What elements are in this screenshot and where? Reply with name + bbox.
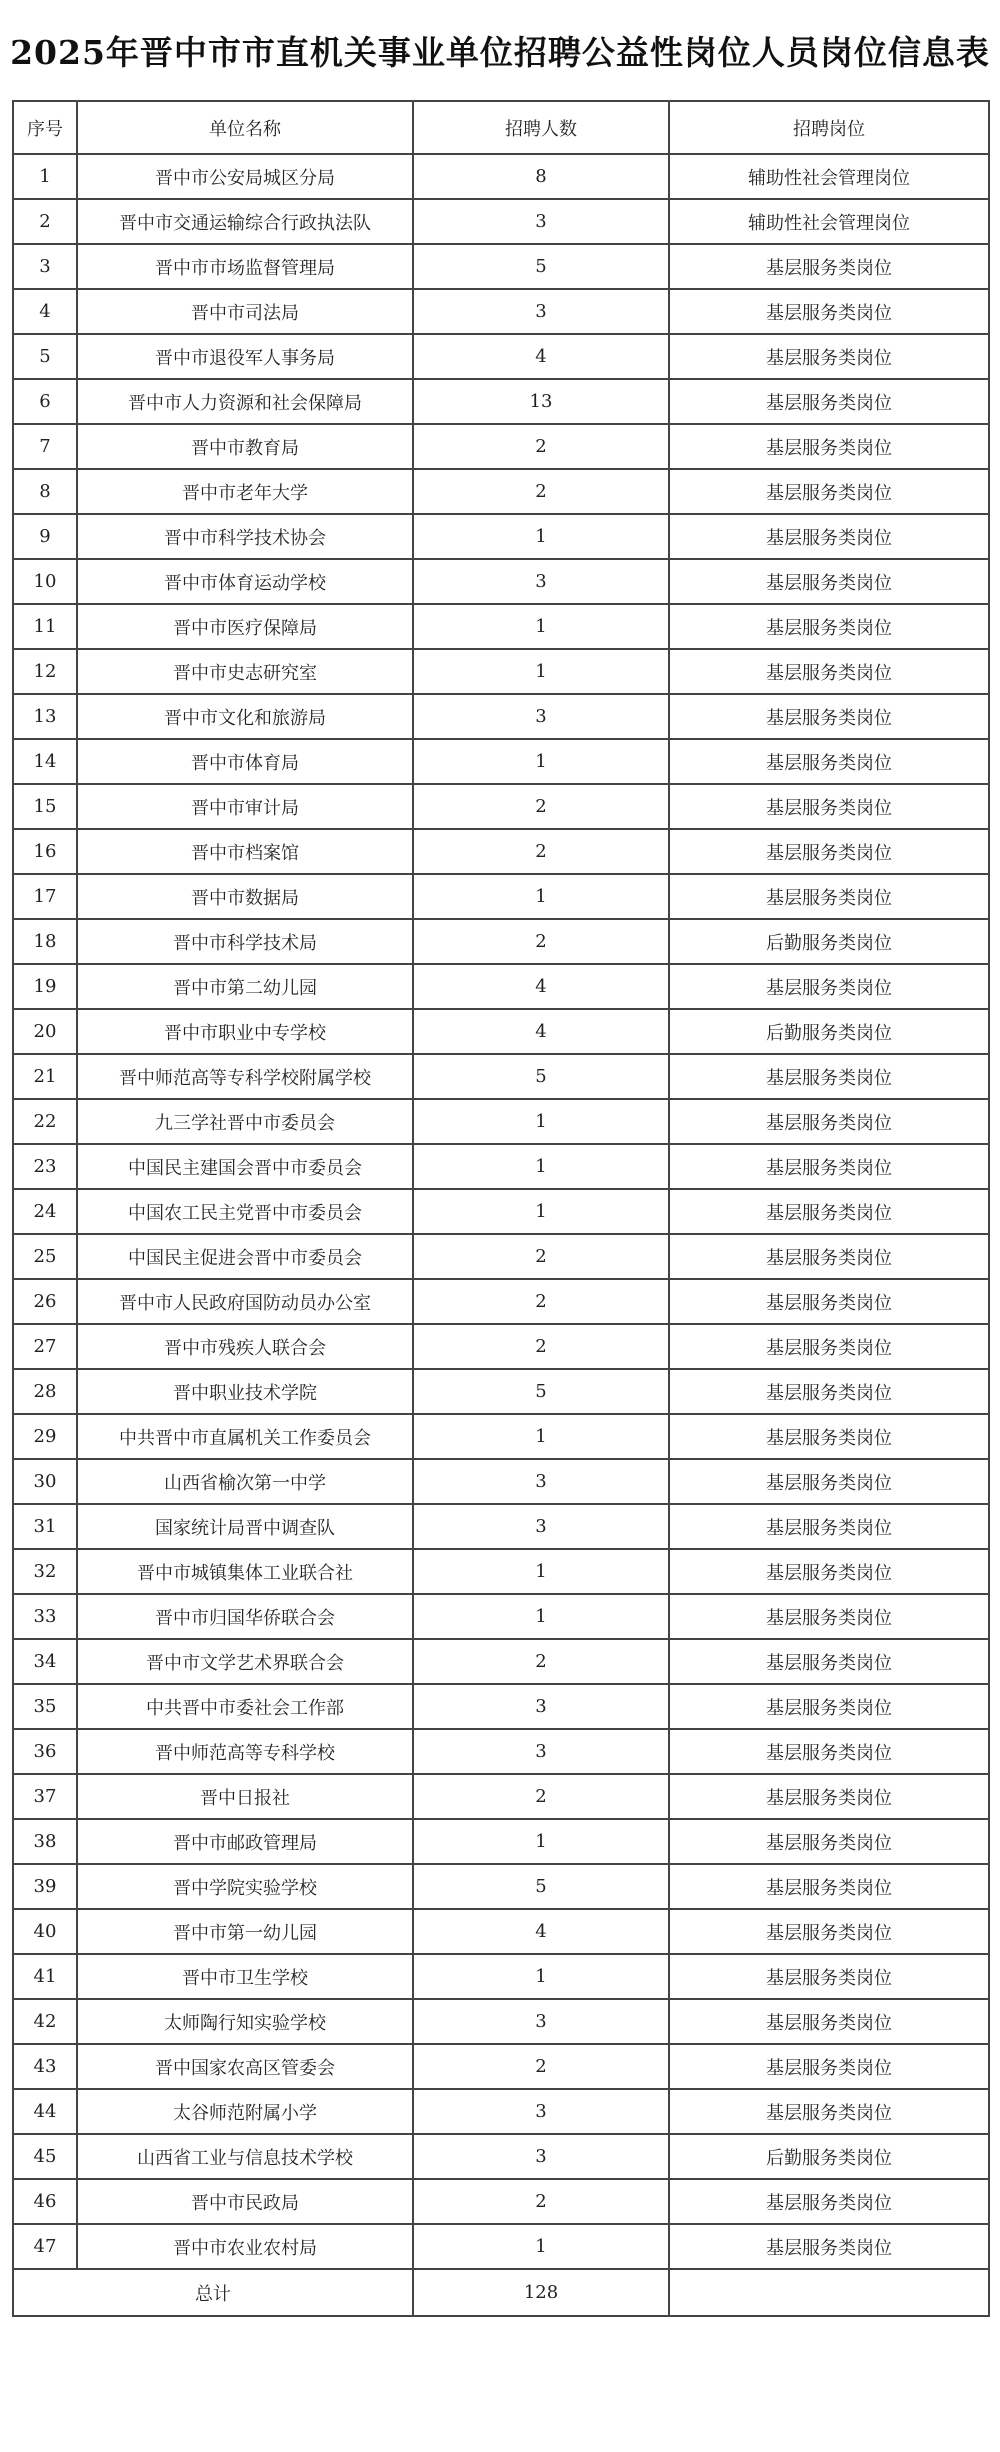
row-position-cell: 基层服务类岗位 [669, 1954, 989, 1999]
total-empty-cell [669, 2269, 989, 2316]
row-count-cell: 3 [413, 1504, 669, 1549]
row-unit-cell: 晋中学院实验学校 [77, 1864, 413, 1909]
row-count-cell: 1 [413, 1189, 669, 1234]
table-row [13, 2089, 989, 2134]
row-position-cell: 基层服务类岗位 [669, 289, 989, 334]
row-unit-cell: 中共晋中市直属机关工作委员会 [77, 1414, 413, 1459]
row-unit-cell: 晋中市交通运输综合行政执法队 [77, 199, 413, 244]
row-count-cell: 1 [413, 1414, 669, 1459]
row-position-cell: 基层服务类岗位 [669, 1414, 989, 1459]
row-unit-cell: 晋中市市场监督管理局 [77, 244, 413, 289]
row-position-cell: 基层服务类岗位 [669, 1729, 989, 1774]
row-count-cell: 1 [413, 739, 669, 784]
page-title: 2025年晋中市市直机关事业单位招聘公益性岗位人员岗位信息表 [10, 32, 990, 72]
row-count-cell: 1 [413, 2224, 669, 2269]
row-position-cell: 基层服务类岗位 [669, 694, 989, 739]
row-position-cell: 基层服务类岗位 [669, 469, 989, 514]
row-count-cell: 2 [413, 1774, 669, 1819]
row-no-cell: 31 [13, 1504, 77, 1549]
row-count-cell: 1 [413, 1144, 669, 1189]
table-row [13, 829, 989, 874]
row-no-cell: 30 [13, 1459, 77, 1504]
table-row [13, 1504, 989, 1549]
row-count-cell: 2 [413, 2044, 669, 2089]
row-no-cell: 36 [13, 1729, 77, 1774]
row-unit-cell: 晋中市审计局 [77, 784, 413, 829]
row-no-cell: 2 [13, 199, 77, 244]
row-no-cell: 41 [13, 1954, 77, 1999]
row-position-cell: 基层服务类岗位 [669, 1549, 989, 1594]
row-position-cell: 基层服务类岗位 [669, 1909, 989, 1954]
row-count-cell: 4 [413, 334, 669, 379]
row-count-cell: 2 [413, 1324, 669, 1369]
row-position-cell: 基层服务类岗位 [669, 1594, 989, 1639]
row-unit-cell: 太谷师范附属小学 [77, 2089, 413, 2134]
row-unit-cell: 晋中市民政局 [77, 2179, 413, 2224]
table-row [13, 1009, 989, 1054]
row-count-cell: 3 [413, 2134, 669, 2179]
row-unit-cell: 晋中市卫生学校 [77, 1954, 413, 1999]
row-count-cell: 4 [413, 1909, 669, 1954]
row-no-cell: 20 [13, 1009, 77, 1054]
row-position-cell: 辅助性社会管理岗位 [669, 199, 989, 244]
row-count-cell: 5 [413, 1864, 669, 1909]
table-body [13, 154, 989, 2269]
row-position-cell: 基层服务类岗位 [669, 2179, 989, 2224]
row-no-cell: 33 [13, 1594, 77, 1639]
row-no-cell: 29 [13, 1414, 77, 1459]
row-position-cell: 辅助性社会管理岗位 [669, 154, 989, 199]
table-row [13, 649, 989, 694]
row-no-cell: 11 [13, 604, 77, 649]
row-position-cell: 基层服务类岗位 [669, 649, 989, 694]
row-position-cell: 基层服务类岗位 [669, 1819, 989, 1864]
row-no-cell: 7 [13, 424, 77, 469]
row-unit-cell: 晋中市老年大学 [77, 469, 413, 514]
row-count-cell: 1 [413, 1099, 669, 1144]
row-no-cell: 24 [13, 1189, 77, 1234]
row-no-cell: 4 [13, 289, 77, 334]
row-position-cell: 基层服务类岗位 [669, 1999, 989, 2044]
row-no-cell: 9 [13, 514, 77, 559]
row-count-cell: 2 [413, 784, 669, 829]
row-count-cell: 5 [413, 244, 669, 289]
row-count-cell: 2 [413, 1279, 669, 1324]
row-position-cell: 基层服务类岗位 [669, 1369, 989, 1414]
row-unit-cell: 太师陶行知实验学校 [77, 1999, 413, 2044]
table-row [13, 2179, 989, 2224]
table-row [13, 1144, 989, 1189]
table-row [13, 469, 989, 514]
table-row [13, 424, 989, 469]
table-row [13, 1414, 989, 1459]
table-row [13, 694, 989, 739]
table-row [13, 1549, 989, 1594]
table-row [13, 1099, 989, 1144]
row-no-cell: 47 [13, 2224, 77, 2269]
row-no-cell: 28 [13, 1369, 77, 1414]
row-position-cell: 基层服务类岗位 [669, 1504, 989, 1549]
header-no: 序号 [13, 101, 77, 154]
table-row [13, 1324, 989, 1369]
row-count-cell: 3 [413, 1459, 669, 1504]
row-count-cell: 3 [413, 559, 669, 604]
row-count-cell: 3 [413, 1729, 669, 1774]
row-no-cell: 26 [13, 1279, 77, 1324]
row-position-cell: 基层服务类岗位 [669, 2224, 989, 2269]
row-count-cell: 3 [413, 694, 669, 739]
row-unit-cell: 晋中市残疾人联合会 [77, 1324, 413, 1369]
row-no-cell: 12 [13, 649, 77, 694]
row-position-cell: 基层服务类岗位 [669, 1054, 989, 1099]
row-no-cell: 15 [13, 784, 77, 829]
row-unit-cell: 晋中市公安局城区分局 [77, 154, 413, 199]
table-row [13, 2224, 989, 2269]
row-position-cell: 基层服务类岗位 [669, 514, 989, 559]
table-row [13, 1909, 989, 1954]
row-count-cell: 1 [413, 1549, 669, 1594]
table-row [13, 334, 989, 379]
row-position-cell: 基层服务类岗位 [669, 334, 989, 379]
row-unit-cell: 晋中日报社 [77, 1774, 413, 1819]
row-count-cell: 2 [413, 424, 669, 469]
table-row [13, 1999, 989, 2044]
table-row [13, 1594, 989, 1639]
table-row [13, 559, 989, 604]
row-no-cell: 23 [13, 1144, 77, 1189]
table-row [13, 1729, 989, 1774]
table-row [13, 1234, 989, 1279]
row-position-cell: 基层服务类岗位 [669, 604, 989, 649]
row-position-cell: 基层服务类岗位 [669, 1639, 989, 1684]
total-row [13, 2269, 989, 2316]
row-no-cell: 25 [13, 1234, 77, 1279]
row-no-cell: 16 [13, 829, 77, 874]
row-position-cell: 基层服务类岗位 [669, 1459, 989, 1504]
row-count-cell: 1 [413, 874, 669, 919]
row-no-cell: 21 [13, 1054, 77, 1099]
table-row [13, 154, 989, 199]
row-position-cell: 基层服务类岗位 [669, 424, 989, 469]
row-unit-cell: 晋中国家农高区管委会 [77, 2044, 413, 2089]
row-no-cell: 46 [13, 2179, 77, 2224]
row-unit-cell: 晋中市史志研究室 [77, 649, 413, 694]
row-unit-cell: 晋中市职业中专学校 [77, 1009, 413, 1054]
table-row [13, 1954, 989, 1999]
row-count-cell: 3 [413, 199, 669, 244]
row-no-cell: 6 [13, 379, 77, 424]
row-unit-cell: 晋中市第一幼儿园 [77, 1909, 413, 1954]
row-unit-cell: 晋中市人民政府国防动员办公室 [77, 1279, 413, 1324]
positions-table [12, 100, 990, 2317]
row-position-cell: 后勤服务类岗位 [669, 919, 989, 964]
row-no-cell: 38 [13, 1819, 77, 1864]
row-position-cell: 基层服务类岗位 [669, 784, 989, 829]
row-unit-cell: 中共晋中市委社会工作部 [77, 1684, 413, 1729]
row-unit-cell: 晋中市文学艺术界联合会 [77, 1639, 413, 1684]
row-count-cell: 3 [413, 1999, 669, 2044]
table-row [13, 1189, 989, 1234]
row-count-cell: 8 [413, 154, 669, 199]
row-count-cell: 2 [413, 1234, 669, 1279]
table-row [13, 739, 989, 784]
row-unit-cell: 晋中师范高等专科学校 [77, 1729, 413, 1774]
row-position-cell: 基层服务类岗位 [669, 244, 989, 289]
table-row [13, 1639, 989, 1684]
row-position-cell: 基层服务类岗位 [669, 739, 989, 784]
table-row [13, 874, 989, 919]
row-unit-cell: 晋中市体育运动学校 [77, 559, 413, 604]
row-unit-cell: 晋中市农业农村局 [77, 2224, 413, 2269]
row-count-cell: 3 [413, 1684, 669, 1729]
row-unit-cell: 中国农工民主党晋中市委员会 [77, 1189, 413, 1234]
row-no-cell: 42 [13, 1999, 77, 2044]
row-count-cell: 2 [413, 829, 669, 874]
row-position-cell: 基层服务类岗位 [669, 1279, 989, 1324]
row-position-cell: 基层服务类岗位 [669, 874, 989, 919]
row-count-cell: 4 [413, 964, 669, 1009]
row-count-cell: 3 [413, 2089, 669, 2134]
row-position-cell: 基层服务类岗位 [669, 829, 989, 874]
table-row [13, 784, 989, 829]
table-row [13, 289, 989, 334]
table-row [13, 514, 989, 559]
row-count-cell: 5 [413, 1369, 669, 1414]
row-count-cell: 2 [413, 1639, 669, 1684]
row-position-cell: 基层服务类岗位 [669, 1774, 989, 1819]
table-row [13, 604, 989, 649]
total-count: 128 [413, 2269, 669, 2316]
row-position-cell: 基层服务类岗位 [669, 1864, 989, 1909]
row-position-cell: 后勤服务类岗位 [669, 1009, 989, 1054]
row-no-cell: 17 [13, 874, 77, 919]
table-row [13, 1369, 989, 1414]
row-count-cell: 1 [413, 1594, 669, 1639]
table-row [13, 1774, 989, 1819]
table-row [13, 1054, 989, 1099]
table-header-row [13, 101, 989, 154]
row-unit-cell: 山西省工业与信息技术学校 [77, 2134, 413, 2179]
row-position-cell: 基层服务类岗位 [669, 964, 989, 1009]
row-no-cell: 18 [13, 919, 77, 964]
row-no-cell: 14 [13, 739, 77, 784]
row-position-cell: 基层服务类岗位 [669, 1099, 989, 1144]
row-no-cell: 3 [13, 244, 77, 289]
row-no-cell: 22 [13, 1099, 77, 1144]
row-no-cell: 13 [13, 694, 77, 739]
row-position-cell: 后勤服务类岗位 [669, 2134, 989, 2179]
row-unit-cell: 晋中市医疗保障局 [77, 604, 413, 649]
table-row [13, 1279, 989, 1324]
row-count-cell: 4 [413, 1009, 669, 1054]
row-no-cell: 5 [13, 334, 77, 379]
row-unit-cell: 晋中市档案馆 [77, 829, 413, 874]
table-row [13, 1819, 989, 1864]
row-unit-cell: 晋中市城镇集体工业联合社 [77, 1549, 413, 1594]
header-unit: 单位名称 [77, 101, 413, 154]
row-count-cell: 3 [413, 289, 669, 334]
header-count: 招聘人数 [413, 101, 669, 154]
table-row [13, 1459, 989, 1504]
row-count-cell: 1 [413, 1819, 669, 1864]
row-no-cell: 45 [13, 2134, 77, 2179]
row-unit-cell: 山西省榆次第一中学 [77, 1459, 413, 1504]
row-position-cell: 基层服务类岗位 [669, 1189, 989, 1234]
table-row [13, 2044, 989, 2089]
row-unit-cell: 晋中市数据局 [77, 874, 413, 919]
row-position-cell: 基层服务类岗位 [669, 2089, 989, 2134]
table-row [13, 1864, 989, 1909]
row-position-cell: 基层服务类岗位 [669, 2044, 989, 2089]
table-row [13, 379, 989, 424]
row-unit-cell: 晋中市体育局 [77, 739, 413, 784]
row-count-cell: 1 [413, 604, 669, 649]
row-unit-cell: 晋中市文化和旅游局 [77, 694, 413, 739]
row-no-cell: 1 [13, 154, 77, 199]
row-unit-cell: 晋中市邮政管理局 [77, 1819, 413, 1864]
row-no-cell: 27 [13, 1324, 77, 1369]
row-unit-cell: 九三学社晋中市委员会 [77, 1099, 413, 1144]
row-no-cell: 40 [13, 1909, 77, 1954]
table-row [13, 2134, 989, 2179]
row-no-cell: 37 [13, 1774, 77, 1819]
table-row [13, 199, 989, 244]
total-label: 总计 [13, 2269, 413, 2316]
row-position-cell: 基层服务类岗位 [669, 1144, 989, 1189]
row-no-cell: 44 [13, 2089, 77, 2134]
row-no-cell: 32 [13, 1549, 77, 1594]
row-unit-cell: 晋中职业技术学院 [77, 1369, 413, 1414]
row-unit-cell: 晋中市科学技术局 [77, 919, 413, 964]
row-no-cell: 8 [13, 469, 77, 514]
row-unit-cell: 晋中市司法局 [77, 289, 413, 334]
row-unit-cell: 中国民主促进会晋中市委员会 [77, 1234, 413, 1279]
table-row [13, 244, 989, 289]
row-unit-cell: 中国民主建国会晋中市委员会 [77, 1144, 413, 1189]
row-count-cell: 2 [413, 469, 669, 514]
row-position-cell: 基层服务类岗位 [669, 559, 989, 604]
row-unit-cell: 晋中市归国华侨联合会 [77, 1594, 413, 1639]
row-count-cell: 1 [413, 514, 669, 559]
row-no-cell: 34 [13, 1639, 77, 1684]
row-count-cell: 2 [413, 919, 669, 964]
row-unit-cell: 晋中师范高等专科学校附属学校 [77, 1054, 413, 1099]
row-position-cell: 基层服务类岗位 [669, 1324, 989, 1369]
row-position-cell: 基层服务类岗位 [669, 1234, 989, 1279]
row-unit-cell: 晋中市第二幼儿园 [77, 964, 413, 1009]
row-unit-cell: 国家统计局晋中调查队 [77, 1504, 413, 1549]
row-no-cell: 39 [13, 1864, 77, 1909]
table-row [13, 919, 989, 964]
row-no-cell: 43 [13, 2044, 77, 2089]
row-no-cell: 19 [13, 964, 77, 1009]
table-row [13, 964, 989, 1009]
row-unit-cell: 晋中市退役军人事务局 [77, 334, 413, 379]
row-unit-cell: 晋中市人力资源和社会保障局 [77, 379, 413, 424]
row-unit-cell: 晋中市教育局 [77, 424, 413, 469]
row-count-cell: 1 [413, 649, 669, 694]
row-no-cell: 35 [13, 1684, 77, 1729]
row-count-cell: 2 [413, 2179, 669, 2224]
row-count-cell: 1 [413, 1954, 669, 1999]
row-count-cell: 5 [413, 1054, 669, 1099]
row-count-cell: 13 [413, 379, 669, 424]
table-row [13, 1684, 989, 1729]
row-no-cell: 10 [13, 559, 77, 604]
row-position-cell: 基层服务类岗位 [669, 379, 989, 424]
row-position-cell: 基层服务类岗位 [669, 1684, 989, 1729]
header-position: 招聘岗位 [669, 101, 989, 154]
row-unit-cell: 晋中市科学技术协会 [77, 514, 413, 559]
